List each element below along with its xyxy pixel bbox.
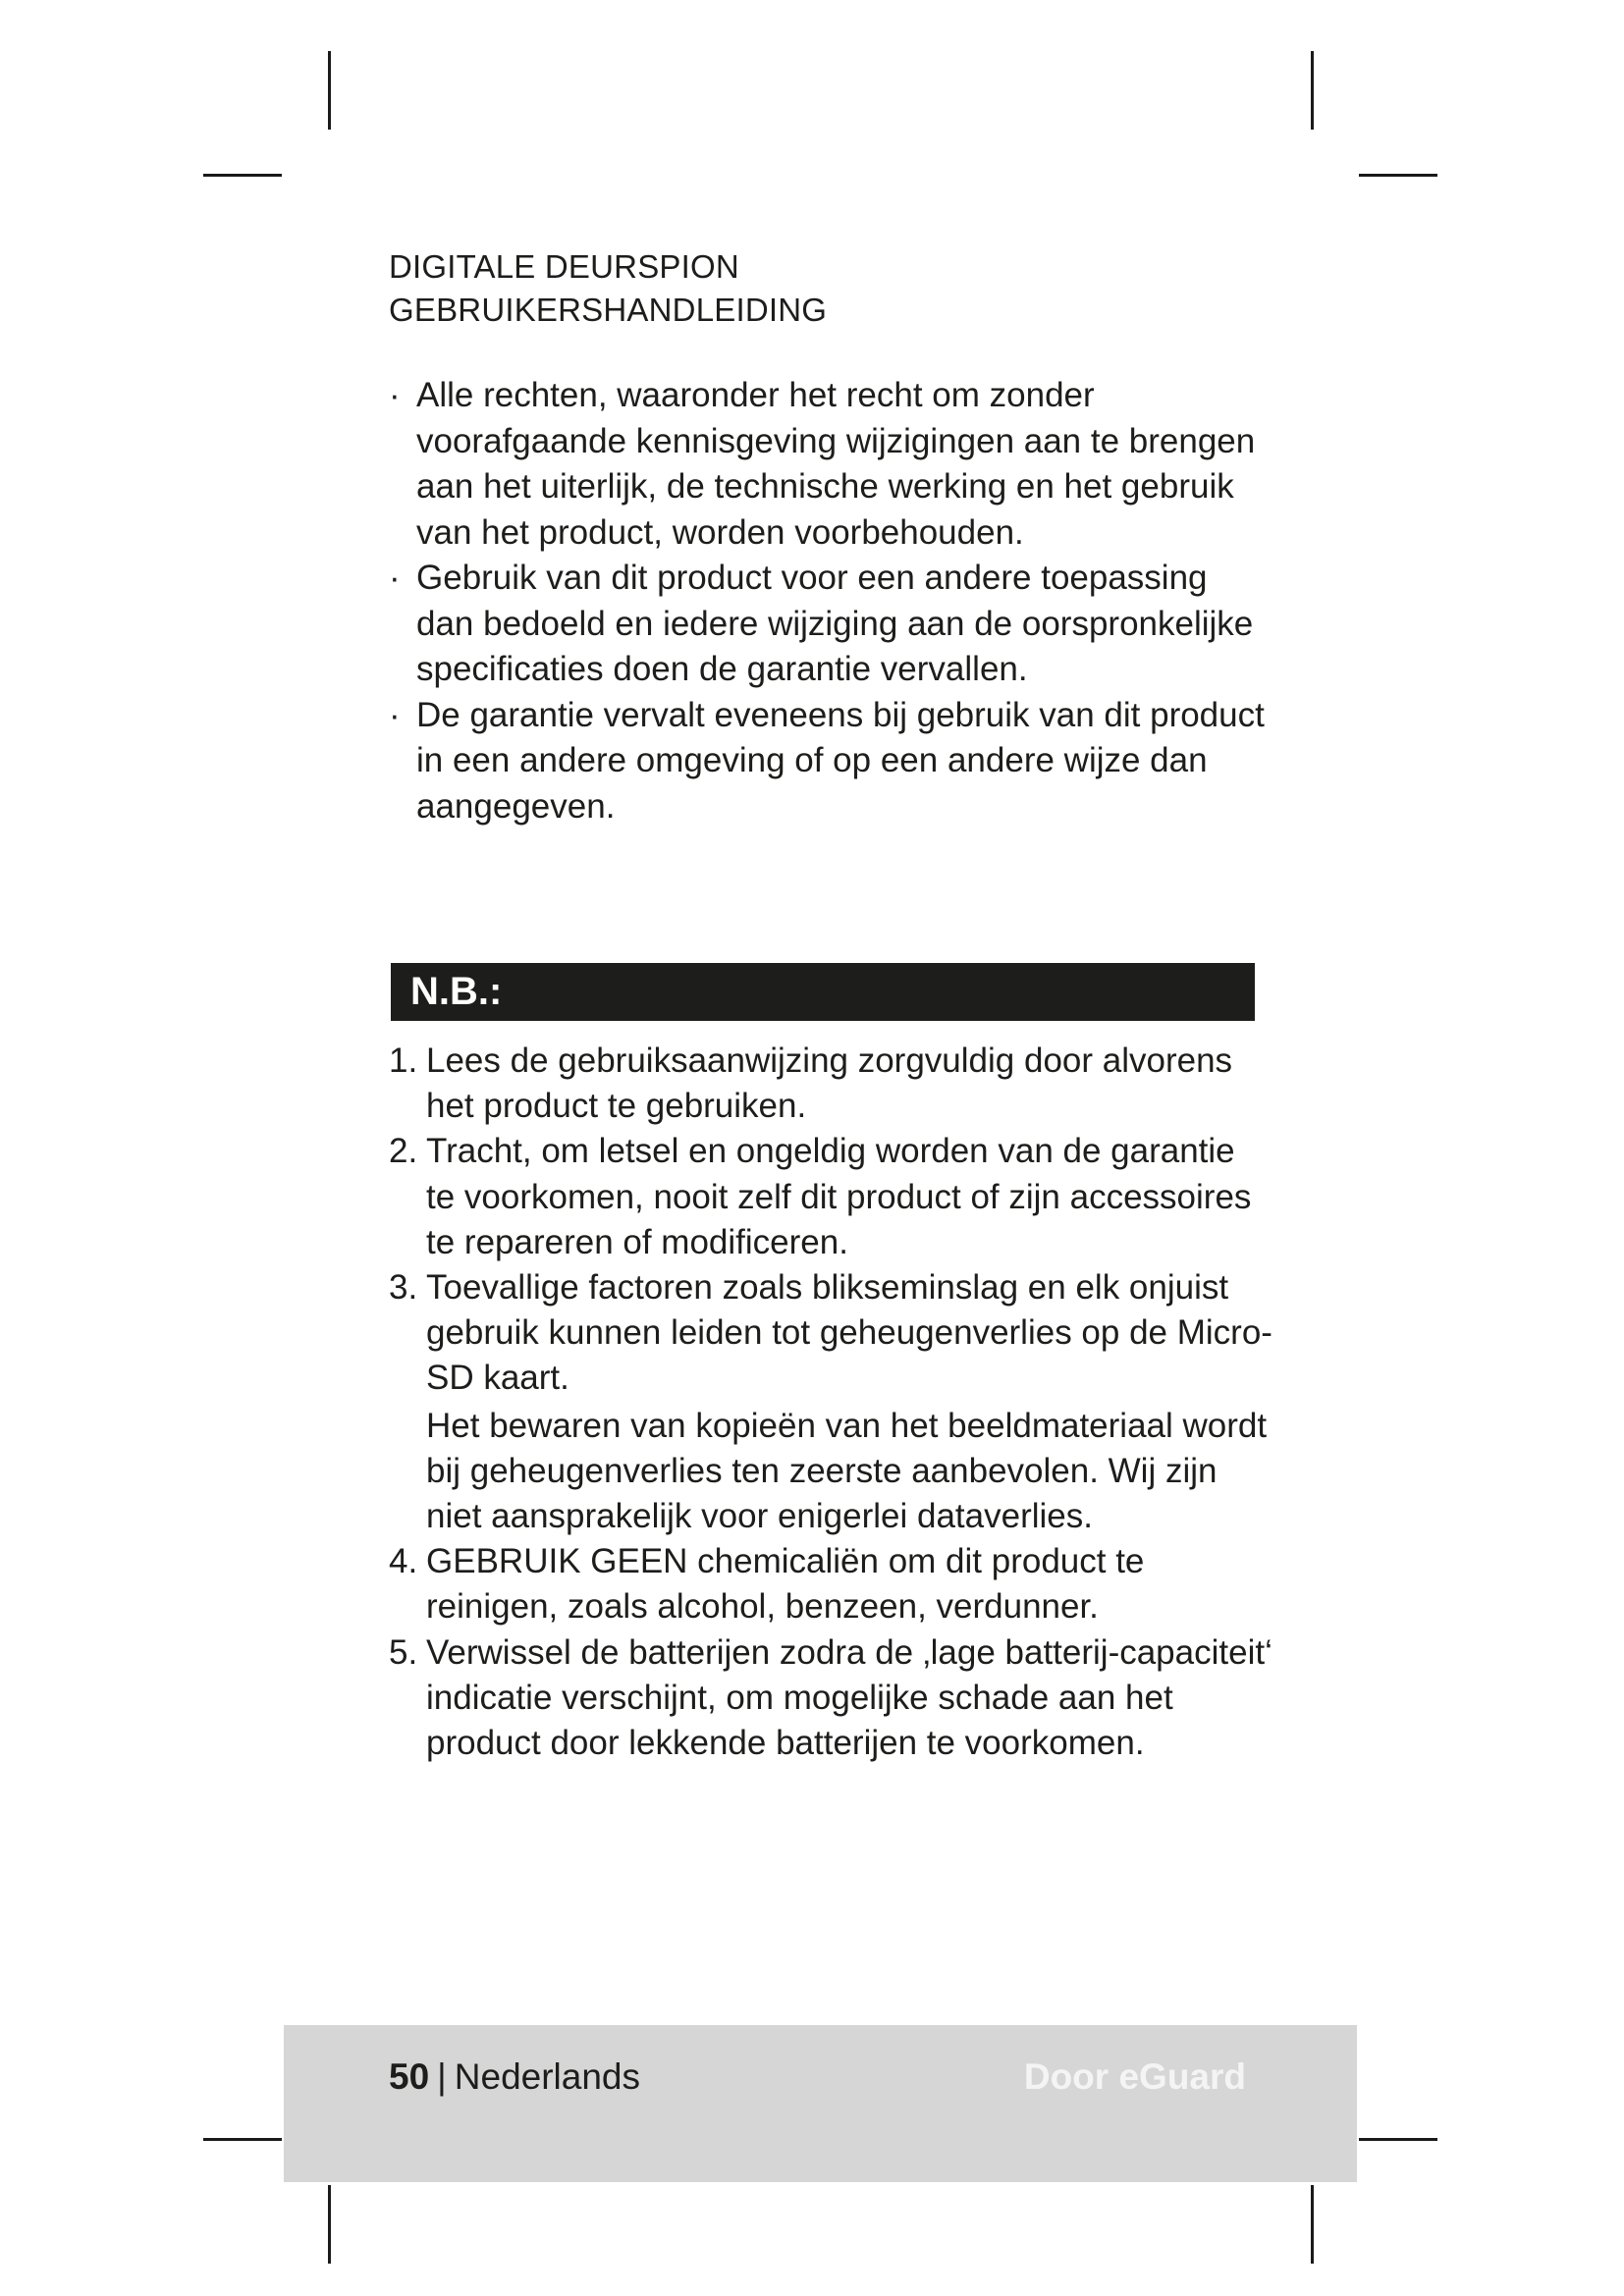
crop-mark-top-left	[328, 51, 331, 130]
footer-language: Nederlands	[454, 2056, 641, 2097]
footer-product-name: Door eGuard	[1023, 2056, 1246, 2097]
note-number: 1.	[389, 1041, 418, 1080]
disclaimer-item	[389, 556, 1272, 693]
nb-title: N.B.:	[410, 970, 503, 1013]
note-item	[389, 1039, 1272, 1129]
note-text: Toevallige factoren zoals blikseminslag en elk onjuist gebruik kunnen leiden tot geheugenverlies op de Micro-SD kaart.	[426, 1268, 1272, 1398]
note-number: 2.	[389, 1132, 418, 1171]
document-header	[389, 245, 827, 332]
disclaimer-item	[389, 693, 1272, 830]
note-item	[389, 1630, 1272, 1767]
footer-separator: |	[437, 2056, 447, 2097]
footer-page-info	[389, 2053, 640, 2102]
note-text: Lees de gebruiksaanwijzing zorgvuldig door alvorens het product te gebruiken.	[426, 1041, 1233, 1126]
crop-mark-bottom-right	[1311, 2185, 1314, 2264]
note-item	[389, 1265, 1272, 1539]
crop-mark-top-left-h	[203, 174, 282, 177]
disclaimer-text: Alle rechten, waaronder het recht om zonder voorafgaande kennisgeving wijzigingen aan te brengen aan het uiterlijk, de technische werking en het gebruik van het product, worden voorbehouden.	[416, 376, 1256, 552]
disclaimer-text: De garantie vervalt eveneens bij gebruik van dit product in een andere omgeving of op een andere wijze dan aangegeven.	[416, 695, 1265, 826]
crop-mark-top-right-h	[1359, 174, 1437, 177]
notes-list	[389, 1039, 1272, 1766]
note-item	[389, 1129, 1272, 1265]
bullet-marker: ·	[389, 376, 401, 414]
note-number: 4.	[389, 1542, 418, 1581]
disclaimer-item	[389, 373, 1272, 556]
note-text: Tracht, om letsel en ongeldig worden van de garantie te voorkomen, nooit zelf dit product of zijn accessoires te repareren of modificeren.	[426, 1132, 1252, 1261]
note-number: 5.	[389, 1632, 418, 1672]
bullet-marker: ·	[389, 559, 401, 597]
note-item	[389, 1539, 1272, 1629]
note-extra-text: Het bewaren van kopieën van het beeldmateriaal wordt bij geheugenverlies ten zeerste aanbevolen. Wij zijn niet aansprakelijk voor enigerlei dataverlies.	[426, 1406, 1268, 1536]
bullet-marker: ·	[389, 695, 401, 734]
header-subtitle: GEBRUIKERSHANDLEIDING	[389, 292, 828, 328]
disclaimer-list	[389, 373, 1272, 829]
crop-mark-bottom-left	[328, 2185, 331, 2264]
nb-section-heading	[391, 963, 1255, 1021]
crop-mark-bottom-right-h	[1359, 2138, 1437, 2141]
crop-mark-top-right	[1311, 51, 1314, 130]
disclaimer-text: Gebruik van dit product voor een andere toepassing dan bedoeld en iedere wijziging aan de oorspronkelijke specificaties doen de garantie vervallen.	[416, 559, 1254, 688]
note-text: Verwissel de batterijen zodra de ‚lage batterij-capaciteit‘ indicatie verschijnt, om mogelijke schade aan het product door lekkende batterijen te voorkomen.	[426, 1632, 1272, 1763]
note-number: 3.	[389, 1268, 418, 1308]
page-number: 50	[389, 2056, 430, 2097]
crop-mark-bottom-left-h	[203, 2138, 282, 2141]
header-title: DIGITALE DEURSPION	[389, 248, 739, 285]
page-footer	[284, 2025, 1357, 2182]
note-text: GEBRUIK GEEN chemicaliën om dit product te reinigen, zoals alcohol, benzeen, verdunner.	[426, 1542, 1145, 1627]
